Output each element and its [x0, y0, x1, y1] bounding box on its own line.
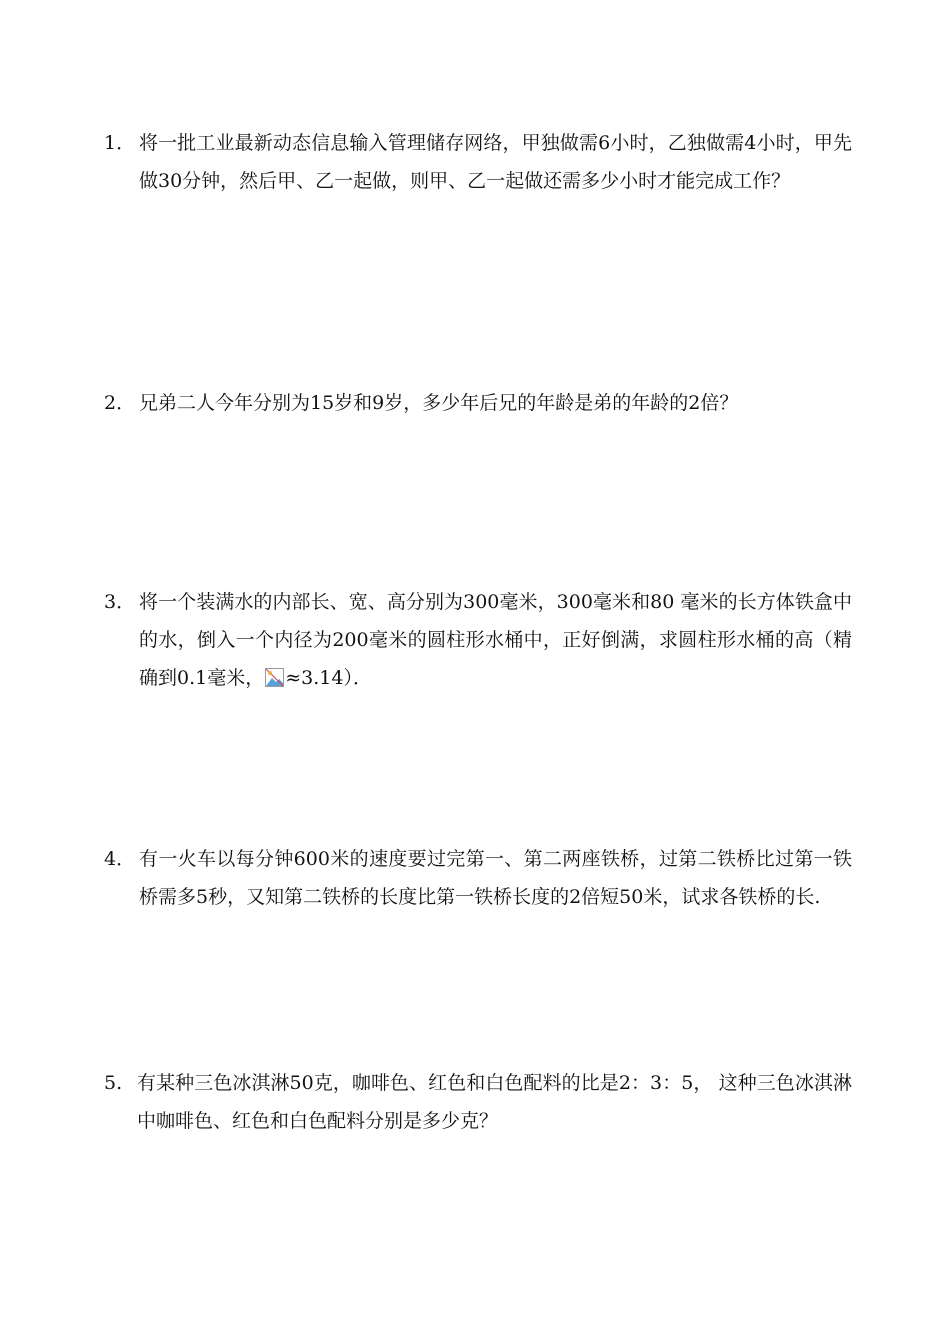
- broken-image-icon: [265, 668, 284, 687]
- question-5: [104, 1064, 852, 1140]
- question-text: 有某种三色冰淇淋50克，咖啡色、红色和白色配料的比是2：3：5， 这种三色冰淇淋中咖啡色、红色和白色配料分别是多少克？: [137, 1072, 852, 1132]
- question-text-after: ≈3.14）．: [285, 667, 372, 689]
- question-number: 2．: [104, 392, 136, 414]
- question-text: 将一批工业最新动态信息输入管理储存网络，甲独做需6小时，乙独做需4小时，甲先做30分钟，然后甲、乙一起做，则甲、乙一起做还需多少小时才能完成工作？: [139, 132, 852, 192]
- question-text-before: 将一个装满水的内部长、宽、高分别为300毫米，300毫米和80 毫米的长方体铁盒中的水，倒入一个内径为200毫米的圆柱形水桶中，正好倒满，求圆柱形水桶的高（精确到0.1毫米，: [139, 591, 852, 689]
- question-number: 1．: [104, 132, 136, 154]
- question-text: 有一火车以每分钟600米的速度要过完第一、第二两座铁桥，过第二铁桥比过第一铁桥需多5秒，又知第二铁桥的长度比第一铁桥长度的2倍短50米，试求各铁桥的长.: [139, 848, 852, 908]
- question-number: 3．: [104, 591, 136, 613]
- question-4: [104, 840, 852, 916]
- question-number: 4．: [104, 848, 136, 870]
- question-1: [104, 124, 852, 200]
- question-text: [139, 583, 852, 697]
- question-3: [104, 583, 852, 697]
- question-number: 5.: [104, 1072, 123, 1094]
- question-2: [104, 384, 852, 422]
- question-text: 兄弟二人今年分别为15岁和9岁，多少年后兄的年龄是弟的年龄的2倍？: [139, 392, 739, 414]
